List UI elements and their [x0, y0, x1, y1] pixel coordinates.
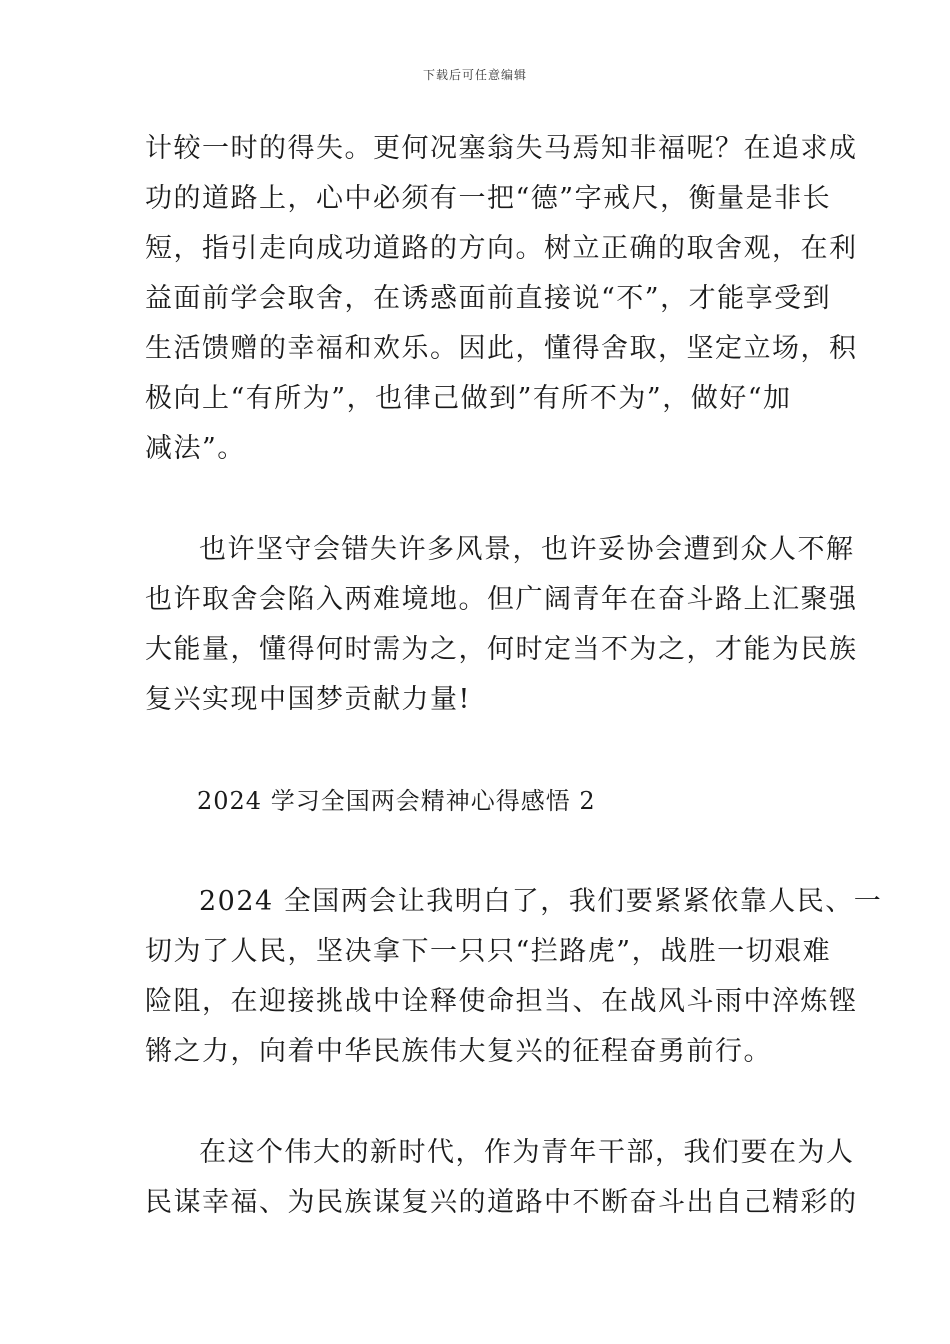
paragraph-line: 生活馈赠的幸福和欢乐。因此，懂得舍取，坚定立场，积	[145, 333, 858, 364]
paragraph-line: 大能量，懂得何时需为之，何时定当不为之，才能为民族	[145, 634, 858, 665]
paragraph-spacer	[145, 1077, 807, 1128]
paragraph-1	[145, 124, 858, 474]
paragraph-line: 险阻，在迎接挑战中诠释使命担当、在战风斗雨中淬炼铿	[145, 986, 858, 1017]
section-heading: 2024 学习全国两会精神心得感悟 2	[197, 787, 596, 815]
paragraph-line: 民谋幸福、为民族谋复兴的道路中不断奋斗出自己精彩的	[145, 1187, 858, 1218]
paragraph-4	[145, 1128, 858, 1228]
paragraph-spacer	[145, 826, 807, 877]
paragraph-line: 在这个伟大的新时代，作为青年干部，我们要在为人	[199, 1137, 855, 1168]
paragraph-3	[145, 877, 883, 1077]
paragraph-line: 也许取舍会陷入两难境地。但广阔青年在奋斗路上汇聚强	[145, 584, 858, 615]
paragraph-spacer	[145, 725, 807, 776]
paragraph-line: 减法”。	[145, 433, 246, 464]
paragraph-line: 锵之力，向着中华民族伟大复兴的征程奋勇前行。	[145, 1036, 772, 1067]
paragraph-2	[145, 525, 858, 725]
paragraph-line: 极向上“有所为”，也律己做到”有所不为”，做好“加	[145, 383, 792, 414]
page-header: 下载后可任意编辑	[422, 68, 527, 82]
paragraph-line: 也许坚守会错失许多风景，也许妥协会遭到众人不解	[199, 534, 855, 565]
paragraph-spacer	[145, 474, 807, 525]
paragraph-line: 复兴实现中国梦贡献力量!	[145, 684, 471, 715]
paragraph-line: 益面前学会取舍，在诱惑面前直接说“不”，才能享受到	[145, 283, 832, 314]
paragraph-line: 切为了人民，坚决拿下一只只“拦路虎”，战胜一切艰难	[145, 936, 832, 967]
paragraph-line: 2024 全国两会让我明白了，我们要紧紧依靠人民、一	[199, 886, 883, 917]
paragraph-line: 计较一时的得失。更何况塞翁失马焉知非福呢？在追求成	[145, 133, 858, 164]
document-body	[145, 124, 883, 1228]
paragraph-line: 短，指引走向成功道路的方向。树立正确的取舍观，在利	[145, 233, 858, 264]
paragraph-line: 功的道路上，心中必须有一把“德”字戒尺，衡量是非长	[145, 183, 832, 214]
